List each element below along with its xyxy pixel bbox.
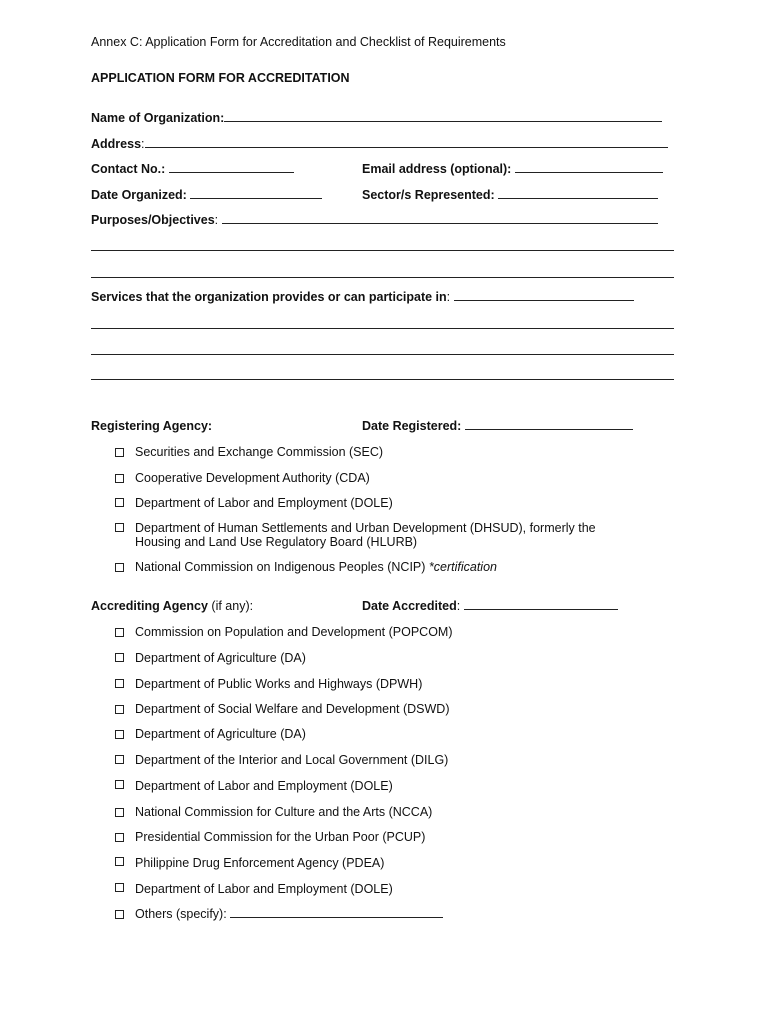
services-line-4[interactable] xyxy=(91,379,674,380)
option-da-1: Department of Agriculture (DA) xyxy=(135,651,306,665)
others-specify-field[interactable] xyxy=(230,907,443,918)
name-of-organization-label: Name of Organization: xyxy=(91,111,225,125)
checkbox-pdea[interactable] xyxy=(115,857,124,866)
date-accredited-row: Date Accredited: xyxy=(362,599,618,614)
accrediting-agency-row xyxy=(91,599,253,614)
date-accredited-field[interactable] xyxy=(464,599,618,610)
services-line-3[interactable] xyxy=(91,354,674,355)
checkbox-others[interactable] xyxy=(115,910,124,919)
checkbox-da-2[interactable] xyxy=(115,730,124,739)
services-line-2[interactable] xyxy=(91,328,674,329)
services-field[interactable] xyxy=(454,290,634,301)
checkbox-popcom[interactable] xyxy=(115,628,124,637)
registering-agency-label: Registering Agency: xyxy=(91,419,213,433)
name-of-organization-row xyxy=(91,111,662,126)
option-dole-accrediting-2: Department of Labor and Employment (DOLE) xyxy=(135,882,393,896)
accrediting-agency-label: Accrediting Agency xyxy=(91,599,208,613)
contact-no-field[interactable] xyxy=(169,162,294,173)
purposes-field[interactable] xyxy=(222,213,658,224)
checkbox-pcup[interactable] xyxy=(115,833,124,842)
sectors-row xyxy=(362,188,658,203)
services-label: Services that the organization provides or can participate in xyxy=(91,290,447,304)
option-dpwh: Department of Public Works and Highways (DPWH) xyxy=(135,677,423,691)
checkbox-dhsud[interactable] xyxy=(115,523,124,532)
checkbox-dole-registering[interactable] xyxy=(115,498,124,507)
option-popcom: Commission on Population and Development (POPCOM) xyxy=(135,625,453,639)
sectors-field[interactable] xyxy=(498,188,658,199)
option-ncip-row xyxy=(135,560,497,575)
accrediting-agency-suffix: (if any): xyxy=(211,599,254,613)
date-organized-label: Date Organized: xyxy=(91,188,187,202)
name-of-organization-field[interactable] xyxy=(224,111,662,122)
email-field[interactable] xyxy=(515,162,663,173)
email-label: Email address (optional): xyxy=(362,162,512,176)
date-registered-field[interactable] xyxy=(465,419,633,430)
option-others: Others (specify): xyxy=(135,907,227,921)
date-organized-field[interactable] xyxy=(190,188,322,199)
date-accredited-label: Date Accredited xyxy=(362,599,457,613)
services-row: Services that the organization provides or can participate in: xyxy=(91,290,634,305)
purposes-row: Purposes/Objectives: xyxy=(91,213,658,228)
checkbox-dilg[interactable] xyxy=(115,755,124,764)
checkbox-ncip[interactable] xyxy=(115,563,124,572)
option-ncca: National Commission for Culture and the Arts (NCCA) xyxy=(135,805,433,819)
option-dhsud: Department of Human Settlements and Urban Development (DHSUD), formerly the xyxy=(135,521,596,535)
date-organized-row xyxy=(91,188,322,203)
address-row: Address: xyxy=(91,137,668,152)
option-da-2: Department of Agriculture (DA) xyxy=(135,727,306,741)
email-row xyxy=(362,162,663,177)
address-label: Address xyxy=(91,137,142,151)
ncip-note: *certification xyxy=(428,560,497,574)
contact-no-label: Contact No.: xyxy=(91,162,166,176)
option-sec: Securities and Exchange Commission (SEC) xyxy=(135,445,384,459)
option-ncip: National Commission on Indigenous Peoples (NCIP) xyxy=(135,560,426,574)
option-pdea: Philippine Drug Enforcement Agency (PDEA) xyxy=(135,856,385,870)
checkbox-dswd[interactable] xyxy=(115,705,124,714)
sectors-label: Sector/s Represented: xyxy=(362,188,495,202)
purposes-line-3[interactable] xyxy=(91,277,674,278)
purposes-line-2[interactable] xyxy=(91,250,674,251)
checkbox-ncca[interactable] xyxy=(115,808,124,817)
form-title: APPLICATION FORM FOR ACCREDITATION xyxy=(91,71,350,85)
option-dilg: Department of the Interior and Local Government (DILG) xyxy=(135,753,449,767)
checkbox-dole-accrediting-1[interactable] xyxy=(115,780,124,789)
option-pcup: Presidential Commission for the Urban Poor (PCUP) xyxy=(135,830,426,844)
option-dswd: Department of Social Welfare and Development (DSWD) xyxy=(135,702,450,716)
option-dhsud-line2: Housing and Land Use Regulatory Board (HLURB) xyxy=(135,535,418,549)
purposes-label: Purposes/Objectives xyxy=(91,213,215,227)
option-dole-registering: Department of Labor and Employment (DOLE) xyxy=(135,496,393,510)
checkbox-cda[interactable] xyxy=(115,474,124,483)
checkbox-dpwh[interactable] xyxy=(115,679,124,688)
checkbox-sec[interactable] xyxy=(115,448,124,457)
address-field[interactable] xyxy=(145,137,668,148)
contact-row xyxy=(91,162,294,177)
option-cda: Cooperative Development Authority (CDA) xyxy=(135,471,370,485)
checkbox-dole-accrediting-2[interactable] xyxy=(115,883,124,892)
date-registered-label: Date Registered: xyxy=(362,419,462,433)
date-registered-row xyxy=(362,419,633,434)
annex-header: Annex C: Application Form for Accreditation and Checklist of Requirements xyxy=(91,35,506,49)
option-others-row xyxy=(135,907,443,922)
checkbox-da-1[interactable] xyxy=(115,653,124,662)
option-dole-accrediting-1: Department of Labor and Employment (DOLE) xyxy=(135,779,393,793)
